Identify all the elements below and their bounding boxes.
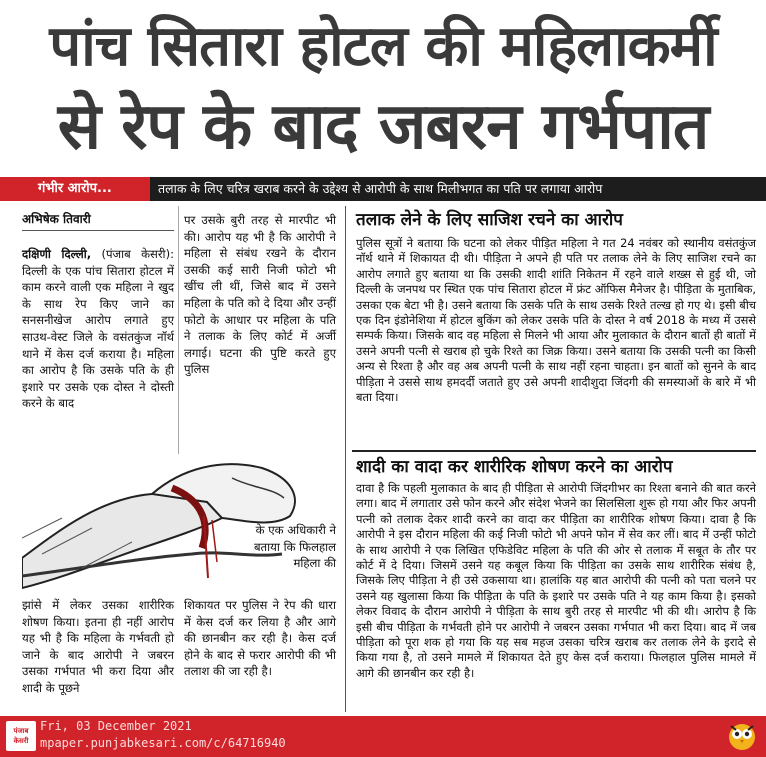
column-2-wrap-text: के एक अधिकारी ने बताया कि फिलहाल महिला की — [253, 523, 336, 571]
article-column-2-continued — [184, 597, 336, 680]
newspaper-logo[interactable] — [6, 721, 36, 751]
headline-line-1: पांच सितारा होटल की महिलाकर्मी — [49, 14, 717, 79]
dateline: दक्षिणी दिल्ली, — [22, 247, 92, 261]
logo-text: पंजाब केसरी — [13, 727, 29, 745]
article-column-2 — [184, 212, 336, 378]
strap-banner — [0, 177, 766, 201]
owl-icon[interactable] — [726, 720, 758, 752]
strap-text: तलाक के लिए चरित्र खराब करने के उद्देश्य से आरोपी के साथ मिलीभगत का पति पर लगाया आरोप — [158, 181, 603, 196]
column-2-text-continued: शिकायत पर पुलिस ने रेप की धारा में केस दर्ज कर लिया है और आगे की छानबीन कर रही है। केस दर्ज होने के बाद से फरार आरोपी की भी तलाश की जा रही है। — [184, 598, 336, 679]
column-2-text: पर उसके बुरी तरह से मारपीट भी की। आरोप यह भी है कि आरोपी ने महिला से संबंध रखने के दौरान उसकी कई सारी निजी फोटो भी खींच ली थीं, जिसे बाद में उसने महिला के पति को दे दिया और उन्हीं फोटो के आधार पर महिला के पति ने तलाक के लिए कोर्ट में अर्जी लगाई। घटना की पुष्टि करते हुए पुलिस — [184, 213, 336, 377]
headline-line-2: से रेप के बाद जबरन गर्भपात — [57, 90, 709, 164]
byline: अभिषेक तिवारी — [22, 212, 91, 226]
section-2-text: दावा है कि पहली मुलाकात के बाद ही पीड़िता से आरोपी जिंदगीभर का रिश्ता बनाने की बात करने लगा। बाद में लगातार उसे फोन करने और संदेश भेजने का सिलसिला शुरू हो गया और फिर अपनी पत्नी को तलाक देकर शादी करने का वादा कर पीड़िता का शारीरिक शोषण किया। दावा है कि आरोपी ने इस दौरान महिला की कई निजी फोटो भी अपने फोन में सेव कर लीं। बाद में उन्हीं फोटो के साथ आरोपी ने एक लिखित एफिडेविट महिला के पति की ओर से तलाक में सबूत के तौर पर कोर्ट में दे दिया। जिसमें उसने यह कबूल किया कि पीड़िता का उसके साथ शारीरिक संबंध है, जिसके लिए पीड़िता ने ही उसे उकसाया था। हालांकि यह बात आरोपी की पत्नी को पता चलने पर उसने यह खुलासा किया कि पीड़िता के पति के इशारे पर उसके पति ने यह काम किया है। इसको लेकर विवाद के दौरान आरोपी ने पीड़िता के साथ बुरी तरह से मारपीट भी की थी। आरोप है कि इसी बीच पीड़िता के गर्भवती होने पर आरोपी ने जबरन उसका गर्भपात भी करा दिया। बाद में जब पीड़िता को पूरा शक हो गया कि यह सब महज उसका चरित्र खराब कर तलाक लेने के इरादे से किया गया है, तो उसने मामले में शिकायत देते हुए केस दर्ज कराया। फिलहाल पुलिस मामले में आगे की छानबीन कर रही है। — [356, 481, 756, 680]
strap-tag: गंभीर आरोप... — [0, 177, 150, 201]
article-column-1-continued — [22, 597, 174, 697]
section-divider — [352, 450, 756, 452]
edition-url[interactable]: mpaper.punjabkesari.com/c/64716940 — [40, 736, 286, 750]
headline — [0, 0, 766, 170]
section-1-heading: तलाक लेने के लिए साजिश रचने का आरोप — [356, 210, 623, 230]
column-divider-left — [178, 206, 179, 454]
column-divider — [345, 206, 346, 712]
column-1-text: (पंजाब केसरी): दिल्ली के एक पांच सितारा होटल में काम करने वाली एक महिला ने खुद के साथ रेप किए जाने का सनसनीखेज आरोप लगाते हुए साउथ-वेस्ट जिले के वसंतकुंज नॉर्थ थाने में केस दर्ज कराया है। महिला का आरोप है कि उसके पति के ही इशारे पर उसके एक दोस्त ने दोस्ती करने के बाद — [22, 247, 174, 411]
column-1-text-continued: झांसे में लेकर उसका शारीरिक शोषण किया। इतना ही नहीं आरोप यह भी है कि महिला के गर्भवती हो जाने के बाद आरोपी ने जबरन उसका गर्भपात भी करा दिया और शादी के पूछने — [22, 598, 174, 695]
edition-date: Fri, 03 December 2021 — [40, 719, 192, 733]
section-2-heading: शादी का वादा कर शारीरिक शोषण करने का आरोप — [356, 457, 673, 477]
footer-bar — [0, 716, 766, 757]
section-1-text: पुलिस सूत्रों ने बताया कि घटना को लेकर पीड़ित महिला ने गत 24 नवंबर को स्थानीय वसंतकुंज नॉर्थ थाने में शिकायत दी थी। पीड़िता ने अपने ही पति पर तलाक लेने के लिए साजिश रचने का आरोप लगाते हुए बताया था कि उसकी शादी शांति निकेतन में रहने वाले शख्स से हुई थी, जो दिल्ली के जनपथ पर स्थित एक पांच सितारा होटल में फ्रंट ऑफिस मैनेजर है। पीड़िता के मुताबिक, उसका एक बेटा भी है। उसने बताया कि उसके पति के साथ उसके रिश्ते तल्ख हो गए थे। इसी बीच एक दिन इंडोनेशिया में होटल बुकिंग को लेकर उसके पति के दोस्त ने वर्ष 2018 के मध्य में उससे सम्पर्क किया। जिसके बाद वह महिला से मिलने भी आया और मुलाकात के दौरान बातों ही बातों में उसने अपनी पत्नी से खराब हो चुके रिश्ते का जिक्र किया। उसने बताया कि उसकी पत्नी का किसी अन्य से रिश्ता है और वह अब अपनी पत्नी के साथ नहीं रहना चाहता। इन बातों को सुनने के बाद पीड़िता ने उससे साथ हमदर्दी जताते हुए उसे अपनी शादीशुदा जिंदगी की समस्याओं के बारे में भी बता दिया। — [356, 236, 756, 405]
article-column-1 — [22, 246, 174, 412]
byline-rule — [22, 230, 174, 231]
